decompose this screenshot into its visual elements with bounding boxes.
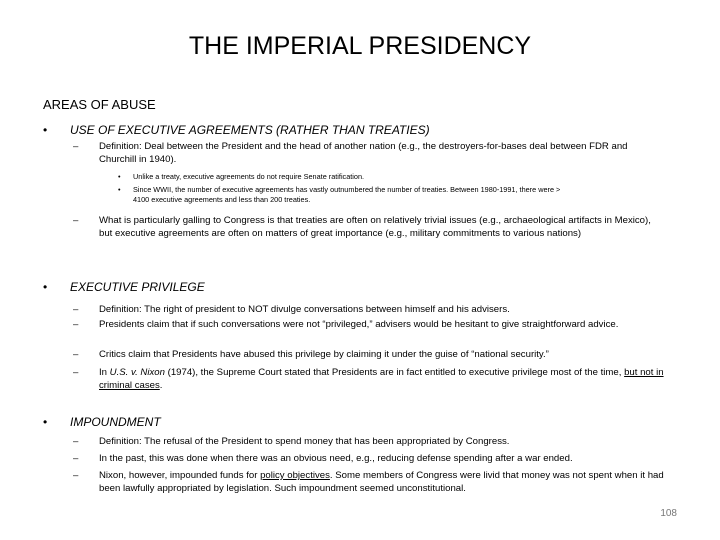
sub-item-text: Unlike a treaty, executive agreements do not require Senate ratification. — [133, 172, 365, 181]
slide-subtitle: AREAS OF ABUSE — [43, 97, 156, 112]
dash: – — [73, 304, 79, 315]
text-segment: In — [99, 367, 110, 378]
underlined-text: but not in criminal cases — [99, 367, 664, 391]
slide-title: THE IMPERIAL PRESIDENCY — [188, 32, 532, 60]
item-text — [99, 469, 665, 495]
bullet: • — [43, 123, 48, 137]
dash: – — [73, 367, 79, 378]
case-name: U.S. v. Nixon — [109, 367, 165, 378]
text-segment: . — [159, 380, 163, 391]
bullet: • — [118, 185, 121, 194]
item-text: Definition: Deal between the President and the head of another nation (e.g., the destroyers-for-bases deal between FDR and Churchill in 1940). — [99, 141, 628, 165]
item-text: Critics claim that Presidents have abused this privilege by claiming it under the guise of “national security.” — [99, 349, 549, 360]
dash: – — [73, 453, 79, 464]
section-heading: USE OF EXECUTIVE AGREEMENTS (RATHER THAN TREATIES) — [70, 123, 430, 137]
section-heading: EXECUTIVE PRIVILEGE — [70, 280, 205, 294]
item-text — [99, 366, 665, 392]
text-segment: (1974), the Supreme Court stated that Presidents are in fact entitled to executive privilege most of the time, — [164, 367, 625, 378]
item-text: Definition: The right of president to NOT divulge conversations between himself and his advisers. — [99, 304, 510, 315]
dash: – — [73, 319, 79, 330]
item-text: In the past, this was done when there was an obvious need, e.g., reducing defense spending after a war ended. — [99, 453, 573, 464]
text-segment: Nixon, however, impounded funds for — [99, 470, 261, 481]
bullet: • — [43, 415, 48, 429]
dash: – — [73, 215, 79, 226]
item-text: What is particularly galling to Congress is that treaties are often on relatively trivial issues (e.g., archaeological artifacts in Mexico), but executive agreements are often on matters of great importance (e.g., military commitments to various nations) — [99, 215, 651, 239]
bullet: • — [43, 280, 48, 294]
underlined-text: policy objectives — [260, 470, 330, 481]
item-text: Presidents claim that if such conversations were not “privileged,” advisers would be hesitant to give straightforward advice. — [99, 319, 619, 330]
dash: – — [73, 470, 79, 481]
dash: – — [73, 141, 79, 152]
section-heading: IMPOUNDMENT — [70, 415, 161, 429]
sub-item-text: Since WWII, the number of executive agreements has vastly outnumbered the number of treaties. Between 1980-1991, there were > 4100 executive agreements and less than 200 treaties. — [133, 185, 561, 204]
dash: – — [73, 349, 79, 360]
bullet: • — [118, 172, 121, 181]
text-segment: . Some members of Congress were livid that money was not spent when it had been lawfully appropriated by legislation. Such impoundment seemed unconstitutional. — [99, 470, 664, 494]
page-number: 108 — [660, 508, 677, 519]
item-text: Definition: The refusal of the President to spend money that has been appropriated by Congress. — [99, 436, 510, 447]
dash: – — [73, 436, 79, 447]
